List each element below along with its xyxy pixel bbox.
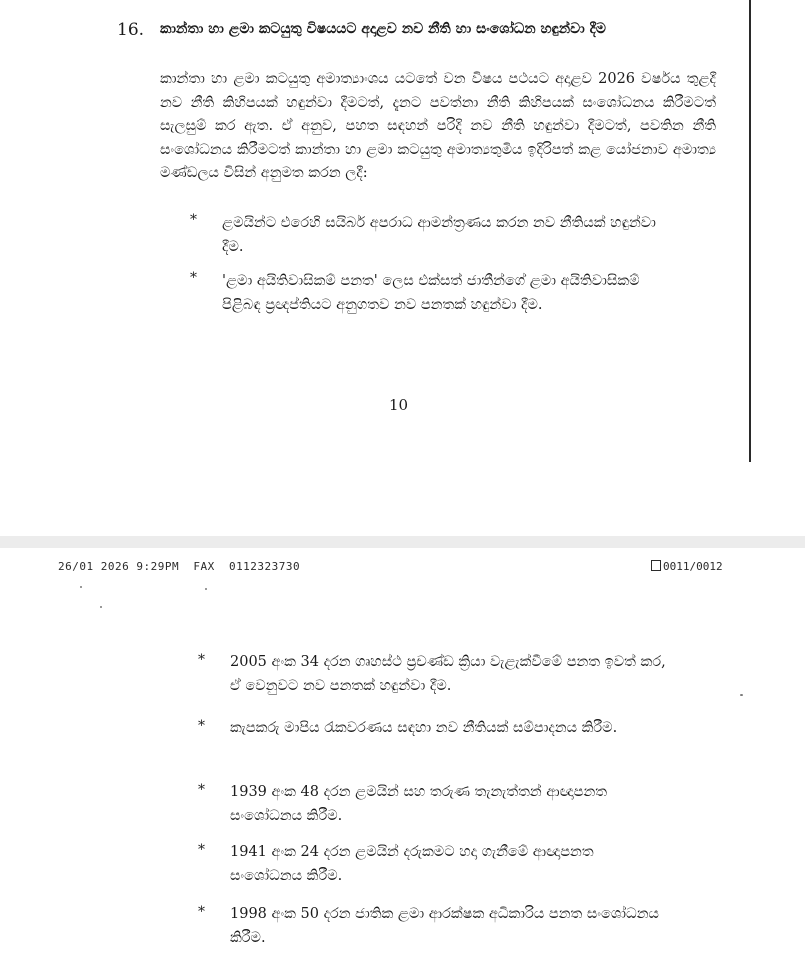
document-page-lower bbox=[0, 548, 805, 960]
scan-speck bbox=[80, 586, 82, 588]
bullet-item: කැපකරු මාපිය රැකවරණය සඳහා නව නීතියක් සම්පාදනය කිරීම. bbox=[230, 720, 618, 736]
scan-speck bbox=[205, 588, 207, 590]
bullet-item: 'ළමා අයිතිවාසිකම් පනත' ලෙස එක්සත් ජාතීන්ගේ ළමා අයිතිවාසිකම් පිළිබඳ ප්‍රඥප්තියට අනුගතව නව පනතක් හඳුන්වා දීම. bbox=[222, 273, 640, 313]
fax-page-icon bbox=[651, 560, 661, 571]
page-edge-rule bbox=[749, 0, 751, 462]
bullet-item: 2005 අංක 34 දරන ගෘහස්ථ ප්‍රචණ්ඩ ක්‍රියා වැළැක්වීමේ පනත ඉවත් කර, ඒ වෙනුවට නව පනතක් හඳුන්වා දීම. bbox=[230, 654, 666, 694]
page-separator bbox=[0, 536, 805, 548]
section-number: 16. bbox=[117, 20, 145, 40]
bullet-marker: * bbox=[190, 212, 197, 228]
bullet-item: 1998 අංක 50 දරන ජාතික ළමා ආරක්ෂක අධිකාරිය පනත සංශෝධනය කිරීම. bbox=[230, 906, 659, 946]
fax-header: 26/01 2026 9:29PM FAX 0112323730 bbox=[58, 560, 301, 573]
fax-page-text: 0011/0012 bbox=[663, 560, 723, 573]
bullet-marker: * bbox=[190, 270, 197, 286]
bullet-marker: * bbox=[198, 718, 205, 734]
scan-speck bbox=[740, 694, 743, 696]
bullet-item: ළමයින්ට එරෙහි සයිබර් අපරාධ ආමන්ත්‍රණය කරන නව නීතියක් හඳුන්වා දීම. bbox=[222, 215, 656, 255]
bullet-marker: * bbox=[198, 782, 205, 798]
fax-page-counter bbox=[651, 560, 723, 573]
bullet-marker: * bbox=[198, 652, 205, 668]
bullet-item: 1939 අංක 48 දරන ළමයින් සහ තරුණ තැනැත්තන් ආඥාපනත සංශෝධනය කිරීම. bbox=[230, 784, 608, 824]
scan-speck bbox=[100, 606, 102, 608]
page-number: 10 bbox=[389, 396, 409, 414]
bullet-marker: * bbox=[198, 904, 205, 920]
bullet-marker: * bbox=[198, 842, 205, 858]
bullet-item: 1941 අංක 24 දරන ළමයින් දරුකමට හදා ගැනීමේ ආඥාපනත සංශෝධනය කිරීම. bbox=[230, 844, 594, 884]
section-title: කාන්තා හා ළමා කටයුතු විෂයයට අදාළව නව නීති හා සංශෝධන හඳුන්වා දීම bbox=[160, 21, 606, 37]
body-paragraph: කාන්තා හා ළමා කටයුතු අමාත්‍යාංශය යටතේ වන විෂය පථයට අදාළව 2026 වර්ෂය තුළදී නව නීති කිහිපයක් හඳුන්වා දීමටත්, දැනට පවත්නා නීති කිහිපයක් සංශෝධනය කිරීමටත් සැලසුම් කර ඇත. ඒ අනුව, පහත සඳහන් පරිදි නව නීති හඳුන්වා දීමටත්, පවතින නීති සංශෝධනය කිරීමටත් කාන්තා හා ළමා කටයුතු අමාත්‍යතුමිය ඉදිරිපත් කළ යෝජනාව අමාත්‍ය මණ්ඩලය විසින් අනුමත කරන ලදී: bbox=[160, 71, 716, 181]
